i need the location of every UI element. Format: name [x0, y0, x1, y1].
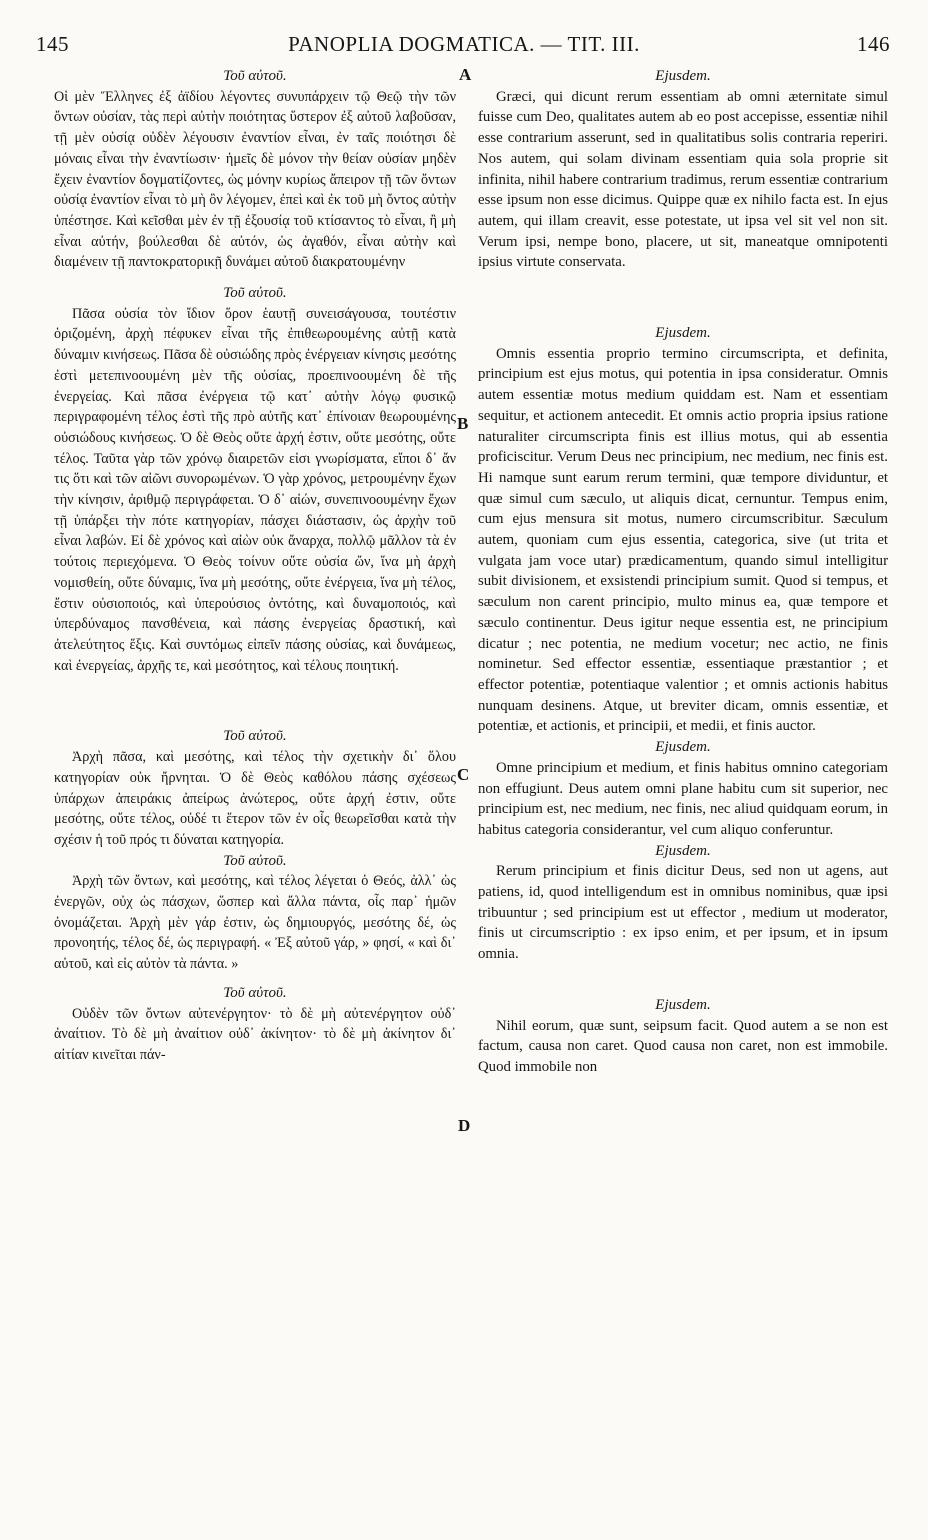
page-number-left: 145	[36, 32, 69, 56]
margin-marker-d: D	[458, 1116, 471, 1135]
section-5	[478, 995, 888, 1078]
page-number-right: 146	[857, 32, 890, 56]
section-heading: Ejusdem.	[655, 842, 711, 859]
section-4	[54, 851, 456, 975]
section-text: Πᾶσα οὐσία τὸν ἴδιον ὅρον ἑαυτῇ συνεισάγουσα, τουτέστιν ὁριζομένη, ἀρχὴ πέφυκεν εἶναι τῆς ἐπιθεωρουμένης αὐτῇ κατὰ δύναμιν κινήσεως. Πᾶσα δὲ οὐσιώδης πρὸς ἐνέργειαν κίνησις μεσότης ἐστὶ μετεπινοουμένη μὲν τῆς οὐσίας, προεπινοουμένη δὲ τῆς ἐνεργείας. Καὶ πᾶσα ἐνέργεια τῷ κατ᾽ αὐτὴν λόγῳ φυσικῷ περιγραφομένη τέλος ἐστὶ τῆς πρὸ αὐτῆς κατ᾽ ἐπίνοιαν θεωρουμένης οὐσιώδους κινήσεως. Ὁ δὲ Θεὸς οὔτε ἀρχή ἐστιν, οὔτε μεσότης, οὔτε τέλος. Ταῦτα γὰρ τῶν χρόνῳ διαιρετῶν εἰσι γνωρίσματα, εἴποι δ᾽ ἄν τις ὅτι καὶ τῶν αἰῶνι συνορωμένων. Ὁ γὰρ χρόνος, μετρουμένην ἔχων τὴν κίνησιν, ἀριθμῷ περιγράφεται. Ὁ δ᾽ αἰών, συνεπινοουμένην ἔχων τῇ ὑπάρξει τὴν πότε κατηγορίαν, πάσχει διάστασιν, ὡς ἀρχὴν τοῦ εἶναι λαβών. Εἰ δὲ χρόνος καὶ αἰὼν οὐκ ἄναρχα, πολλῷ μᾶλλον τὰ ἐν τούτοις περιεχόμενα. Ὁ Θεὸς τοίνυν οὔτε οὐσία ὤν, ἵνα μὴ ἀρχὴ νομισθείη, οὔτε δύναμις, ἵνα μὴ μεσότης, οὔτε ἐνέργεια, ἵνα μὴ τέλος, ἔστιν οὐσιοποιός, καὶ ὑπερούσιος ὀντότης, καὶ δυναμοποιός, καὶ ὑπερδύναμος πανσθένεια, καὶ πάσης ἐνεργείας δραστική, καὶ ἀτελεύτητος ἕξις. Καὶ συντόμως εἰπεῖν πάσης οὐσίας, καὶ δυνάμεως, καὶ ἐνεργείας, ἀρχῆς τε, καὶ μεσότητος, καὶ τέλους ποιητική.	[54, 305, 456, 674]
section-text: Οἱ μὲν Ἕλληνες ἐξ ἀϊδίου λέγοντες συνυπάρχειν τῷ Θεῷ τὴν τῶν ὄντων οὐσίαν, τὰς περὶ αὐτὴν ποιότητας ὕστερον ἐξ αὐτοῦ λαβοῦσαν, τῇ μὲν οὐσίᾳ οὐδὲν λέγουσιν ἐναντίον εἶναι, ἐν ταῖς ποιότησι δὲ μόναις εἶναι τὴν ἐναντίωσιν· ἡμεῖς δὲ μόνον τὴν θείαν οὐσίαν μηδὲν ἔχειν ἐναντίον δογματίζοντες, ὡς μόνην κυρίως ἄπειρον τῇ τῶν ὄντων οὐσίᾳ ἐναντίον εἶναι τὸ μὴ ὂν λέγομεν, ἐπεὶ καὶ ἐκ τοῦ μὴ ὄντος αὐτὴν ὑπέστησε. Καὶ κεῖσθαι μὲν ἐν τῇ ἐξουσίᾳ τοῦ κτίσαντος τὸ εἶναι, ἢ μὴ εἶναι αὐτήν, βούλεσθαι δὲ αὐτόν, ὡς ἀγαθόν, εἶναι αὐτὴν καὶ διαμένειν τῇ παντοκρατορικῇ δυνάμει αὐτοῦ διακρατουμένην	[54, 88, 456, 271]
section-heading: Τοῦ αὐτοῦ.	[223, 68, 287, 84]
section-3	[478, 737, 888, 841]
section-text: Rerum principium et finis dicitur Deus, sed non ut agens, aut patiens, id, quod intelligendum est in omnibus nominibus, quæ ipsi tribuuntur ; sed principium est ut effector , medium ut moderator, finis ut circumscriptio : ex ipso enim, et per ipsum, et in ipsum omnia.	[478, 863, 888, 963]
section-heading: Ejusdem.	[655, 996, 711, 1013]
margin-marker-b: B	[457, 414, 469, 433]
section-heading: Τοῦ αὐτοῦ.	[223, 728, 287, 745]
margin-marker-c: C	[457, 765, 470, 784]
section-text: Omnis essentia proprio termino circumscripta, et definita, principium est ejus motus, qui potentia in ipsa consideratur. Omnis autem essentiæ motus medium quiddam est. Nam et essentiam sequitur, et actionem antecedit. Et omnis actio propria ipsius ratione naturaliter circumscripta finis est illius motus, qui ab essentia proficiscitur. Verum Deus nec principium, nec medium, nec finis est. Hi namque sunt earum rerum termini, quæ tempore dividuntur, et quæ simul cum sæculo, ut aliquis dicat, cernuntur. Tempus enim, cum ejus mensura sit motus, numero circumscribitur. Sæculum autem, quoniam cum ejus essentia, categorica, sive (ut trita et vulgata jam voce utar) prædicamentum, quando simul intelligitur subit divisionem, et exsistendi principium sumit. Quod si tempus, et sæculum non carent principio, multo minus ea, quæ tempore et sæculo continentur. Deus igitur neque essentia est, ne principium dicatur ; nec potentia, ne medium vocetur; nec actio, ne finis nominetur. Sed effector essentiæ, essentiaque præstantior ; et effector potentiæ, potentiaque valentior ; et omnis actionis habitus nunquam desinens. Atque, ut breviter dicam, omnis essentiæ, et potentiæ, et actionis, et principii, et medii, et finis auctor.	[478, 345, 888, 735]
section-text: Ἀρχὴ τῶν ὄντων, καὶ μεσότης, καὶ τέλος λέγεται ὁ Θεός, ἀλλ᾽ ὡς ἐνεργῶν, οὐχ ὡς πάσχων, ὥσπερ καὶ ἄλλα πάντα, οἷς παρ᾽ ἡμῶν ὀνομάζεται. Ἀρχὴ μὲν γάρ ἐστιν, ὡς δημιουργός, μεσότης δέ, ὡς προνοητής, τέλος δέ, ὡς περιγραφή. « Ἐξ αὐτοῦ γάρ, » φησί, « καὶ δι᾽ αὐτοῦ, καὶ εἰς αὐτὸν τὰ πάντα. »	[54, 873, 456, 973]
section-4	[478, 841, 888, 965]
section-5	[54, 983, 456, 1066]
section-text: Omne principium et medium, et finis habitus omnino categoriam non effugiunt. Deus autem omni plane habitu cum sit superior, nec principium est, nec medium, nec finis, nec aliud quidquam eorum, in habitus categoria considerantur, vel cum aliquo conferuntur.	[478, 759, 888, 838]
section-heading: Τοῦ αὐτοῦ.	[223, 852, 287, 869]
section-2	[54, 283, 456, 676]
latin-column	[478, 66, 888, 1078]
page-title: PANOPLIA DOGMATICA. — TIT. III.	[288, 32, 640, 56]
page-header	[0, 32, 928, 62]
section-heading: Τοῦ αὐτοῦ.	[223, 285, 287, 302]
margin-marker-a: A	[459, 65, 472, 84]
section-heading: Τοῦ αὐτοῦ.	[223, 984, 287, 1001]
greek-column	[54, 66, 456, 1066]
section-text: Ἀρχὴ πᾶσα, καὶ μεσότης, καὶ τέλος τὴν σχετικὴν δι᾽ ὅλου κατηγορίαν οὐκ ἤρνηται. Ὁ δὲ Θεὸς καθόλου πάσης σχέσεως ὑπάρχων ἀπειράκις ἀπείρως ἀνώτερος, οὔτε ἀρχή ἐστιν, οὔτε μεσότης, οὔτε τέλος, οὐδέ τι ἕτερον τῶν ἐν οἷς θεωρεῖσθαι κατὰ τὴν σχέσιν ἡ τοῦ πρός τι δύναται κατηγορία.	[54, 749, 456, 848]
section-heading: Ejusdem.	[655, 325, 711, 342]
section-text: Nihil eorum, quæ sunt, seipsum facit. Quod autem a se non est factum, causa non caret. Quod causa non caret, non est immobile. Quod immobile non	[478, 1017, 888, 1075]
section-heading: Ejusdem.	[655, 68, 711, 84]
section-heading: Ejusdem.	[655, 739, 711, 756]
section-1	[54, 66, 456, 273]
section-1	[478, 66, 888, 273]
section-2	[478, 323, 888, 737]
section-text: Οὐδὲν τῶν ὄντων αὐτενέργητον· τὸ δὲ μὴ αὐτενέργητον οὐδ᾽ ἀναίτιον. Τὸ δὲ μὴ ἀναίτιον οὐδ᾽ ἀκίνητον· τὸ δὲ μὴ ἀκίνητον δι᾽ αἰτίαν κινεῖται πάν-	[54, 1005, 456, 1063]
section-3	[54, 726, 456, 850]
section-text: Græci, qui dicunt rerum essentiam ab omni æternitate simul fuisse cum Deo, qualitates autem ab eo post accepisse, essentiæ nihil esse contrarium asserunt, sed in qualitatibus solis contraria reperiri. Nos autem, qui solam divinam essentiam quia sola proprie sit infinita, nihil habere contrarium tradimus, rerum essentiæ contrarium esse ipsum non esse dicimus. Quippe quæ ex nihilo facta est. In ejus autem, qui illam creavit, esse potestate, ut ipsa vel sit vel non sit. Verum ipsi, nempe bono, placere, ut sit, maneatque omnipotenti ipsius virtute conservata.	[478, 88, 888, 271]
